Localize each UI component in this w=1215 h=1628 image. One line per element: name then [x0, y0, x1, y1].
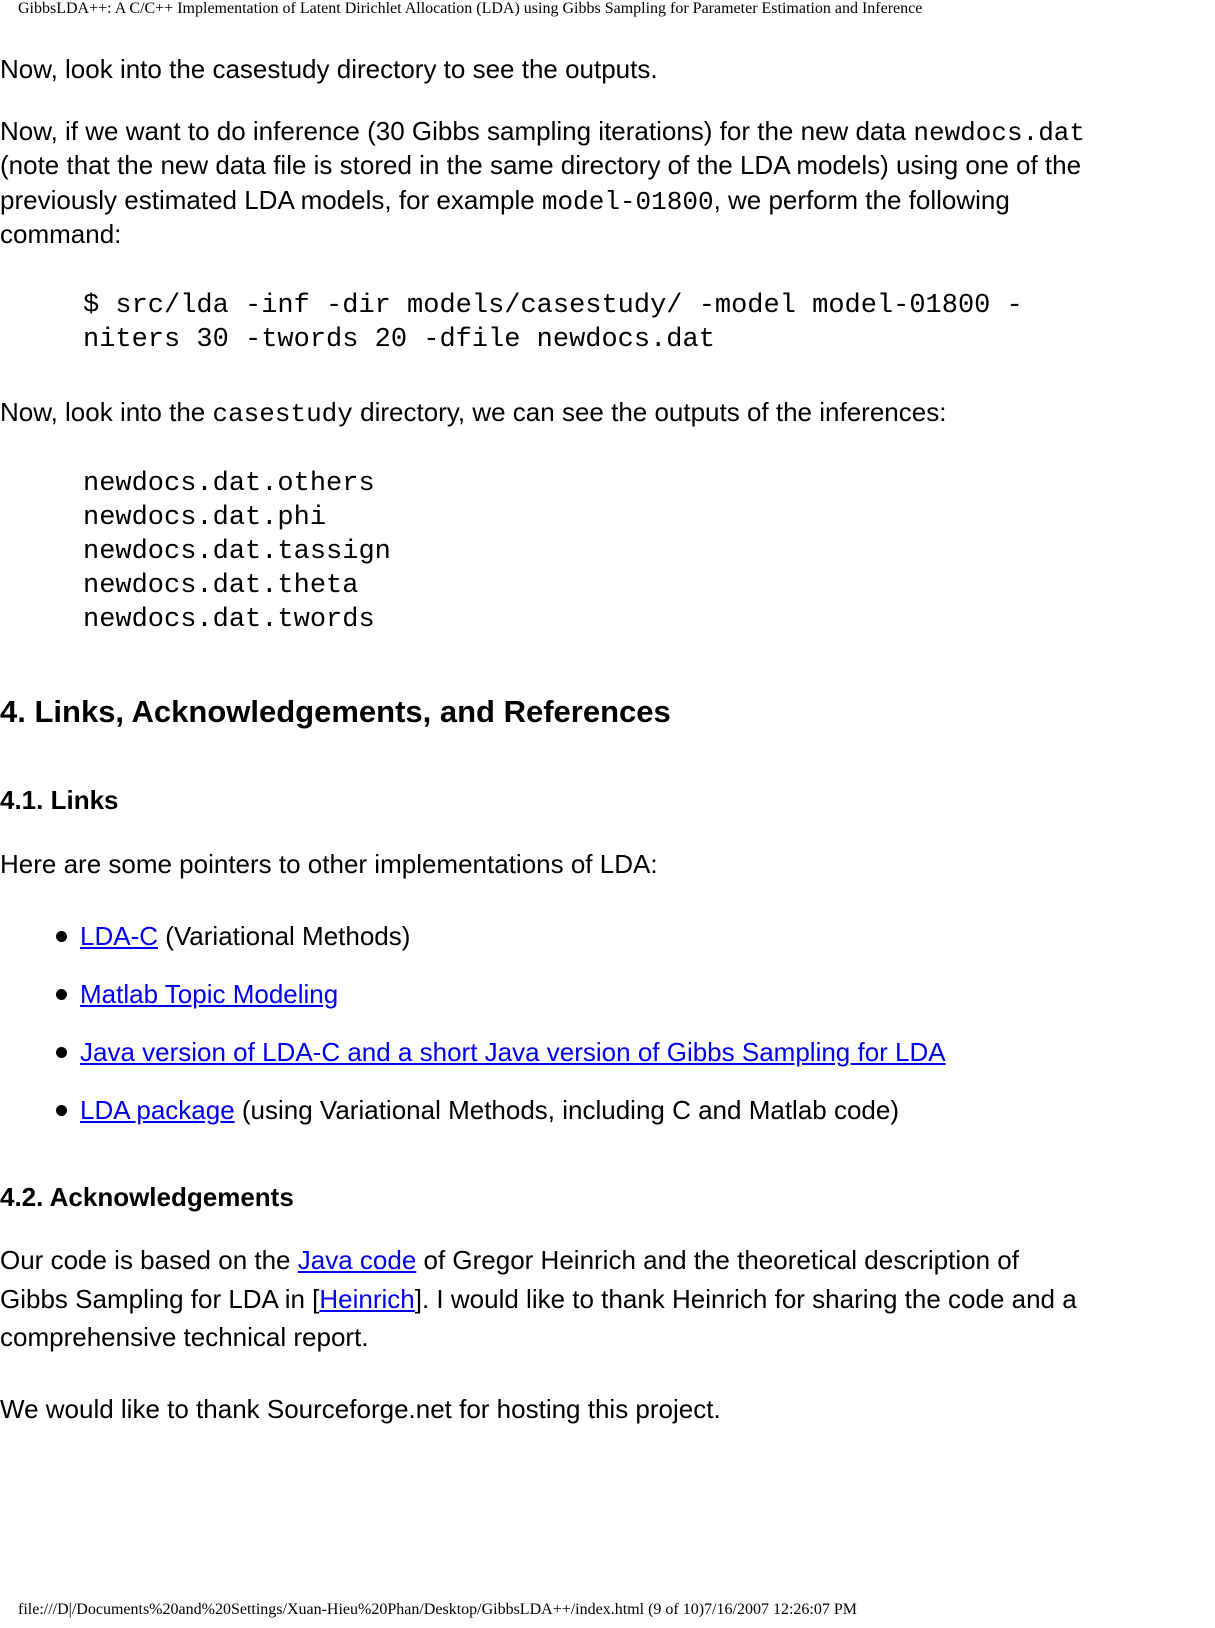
output-file-item: newdocs.dat.others — [83, 469, 375, 499]
output-file-item: newdocs.dat.tassign — [83, 537, 391, 567]
link-java-code[interactable]: Java code — [297, 1245, 417, 1275]
ack-text-1: Our code is based on the — [0, 1245, 298, 1275]
inline-code-casestudy: casestudy — [212, 399, 353, 429]
section-4-1-heading: 4.1. Links — [0, 785, 119, 815]
command-line-1: $ src/lda -inf -dir models/casestudy/ -model model-01800 - — [83, 291, 1023, 321]
section-4-2-heading: 4.2. Acknowledgements — [0, 1182, 294, 1212]
inference-text-4: , we perform the following — [713, 185, 1010, 215]
output-file-item: newdocs.dat.twords — [83, 605, 375, 635]
casestudy-text-1: Now, look into the — [0, 397, 213, 427]
inference-text-1: Now, if we want to do inference (30 Gibbs sampling iterations) for the new data — [0, 116, 914, 146]
paragraph-casestudy — [0, 395, 1212, 432]
output-file-item: newdocs.dat.theta — [83, 571, 359, 601]
casestudy-text-2: directory, we can see the outputs of the inferences: — [352, 397, 947, 427]
paragraph-outputs: Now, look into the casestudy directory to see the outputs. — [0, 54, 658, 84]
inference-text-3: previously estimated LDA models, for example — [0, 185, 542, 215]
link-java-version[interactable]: Java version of LDA-C and a short Java version of Gibbs Sampling for LDA — [80, 1037, 946, 1067]
link-heinrich[interactable]: Heinrich — [319, 1284, 415, 1314]
ack-line-3: comprehensive technical report. — [0, 1322, 369, 1352]
inline-code-model: model-01800 — [541, 187, 714, 217]
bullet-icon — [56, 989, 67, 1000]
paragraph-inference-line1 — [0, 114, 1212, 151]
print-footer-path: file:///D|/Documents%20and%20Settings/Xuan-Hieu%20Phan/Desktop/GibbsLDA++/index.html (9 of 10)7/16/2007 12:26:07 PM — [18, 1601, 857, 1618]
ack-text-4: ]. I would like to thank Heinrich for sharing the code and a — [414, 1284, 1077, 1314]
paragraph-inference-line3 — [0, 183, 1212, 220]
output-file-item: newdocs.dat.phi — [83, 503, 327, 533]
bullet-icon — [56, 1105, 67, 1116]
paragraph-inference-line4: command: — [0, 219, 122, 249]
link-lda-package[interactable]: LDA package — [80, 1095, 235, 1125]
ack-text-2: of Gregor Heinrich and the theoretical description of — [416, 1245, 1019, 1275]
list-item — [56, 977, 338, 1011]
command-line-2: niters 30 -twords 20 -dfile newdocs.dat — [83, 325, 715, 355]
section-4-heading: 4. Links, Acknowledgements, and References — [0, 694, 671, 729]
list-item — [56, 1035, 946, 1069]
link-suffix: (using Variational Methods, including C and Matlab code) — [234, 1095, 900, 1125]
link-suffix: (Variational Methods) — [158, 921, 411, 951]
bullet-icon — [56, 931, 67, 942]
bullet-icon — [56, 1047, 67, 1058]
list-item — [56, 1093, 899, 1127]
paragraph-inference-line2: (note that the new data file is stored in the same directory of the LDA models) using one of the — [0, 150, 1082, 180]
ack-line-1 — [0, 1243, 1212, 1278]
link-matlab-topic-modeling[interactable]: Matlab Topic Modeling — [80, 979, 339, 1009]
ack-line-2 — [0, 1282, 1212, 1317]
ack-text-3: Gibbs Sampling for LDA in [ — [0, 1284, 320, 1314]
list-item — [56, 919, 410, 953]
link-lda-c[interactable]: LDA-C — [80, 921, 159, 951]
print-header-title: GibbsLDA++: A C/C++ Implementation of Latent Dirichlet Allocation (LDA) using Gibbs Sampling for Parameter Estimation and Inference — [18, 0, 923, 17]
links-intro: Here are some pointers to other implementations of LDA: — [0, 849, 658, 879]
inline-code-newdocs: newdocs.dat — [913, 118, 1086, 148]
paragraph-thanks: We would like to thank Sourceforge.net for hosting this project. — [0, 1394, 721, 1424]
